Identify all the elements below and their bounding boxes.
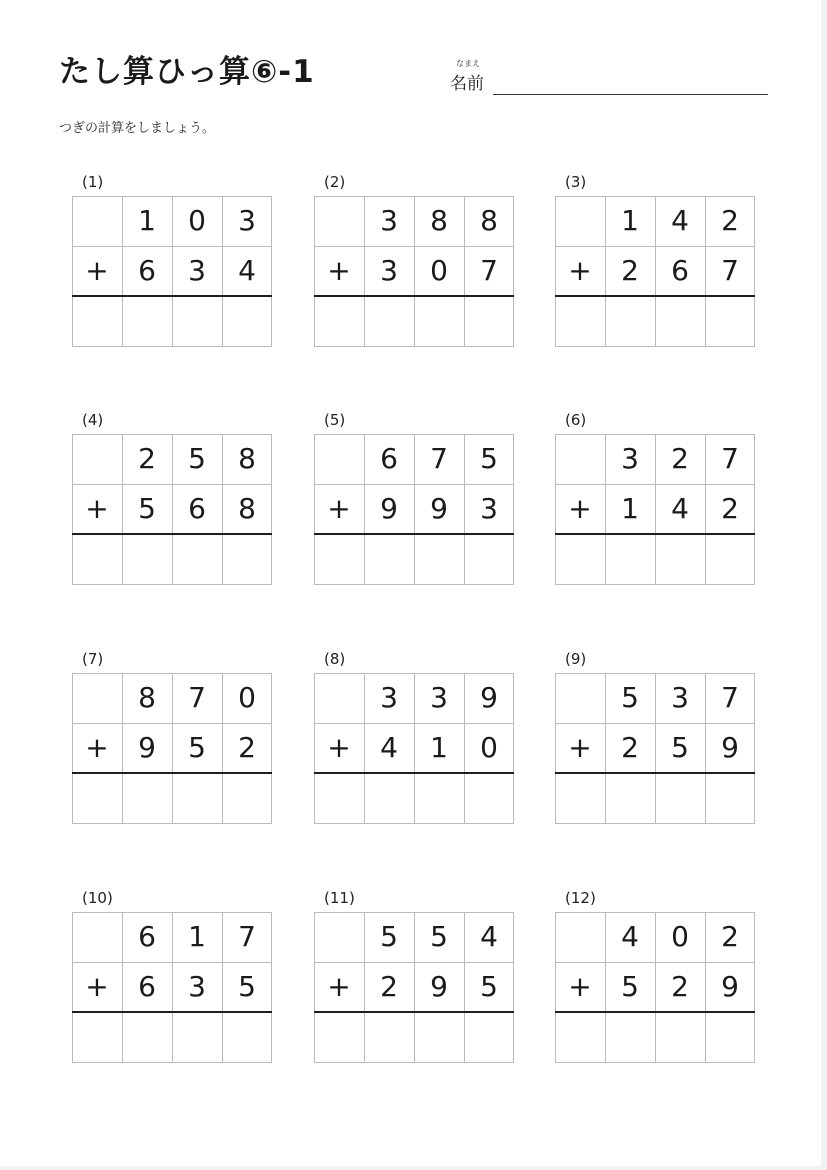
addend-digit: 5 xyxy=(480,970,498,1003)
answer-cell[interactable] xyxy=(655,534,705,584)
answer-cell[interactable] xyxy=(222,534,272,584)
addend-digit: 1 xyxy=(621,204,639,237)
addend-digit: 6 xyxy=(138,970,156,1003)
answer-cell[interactable] xyxy=(364,773,414,823)
addend-digit: 5 xyxy=(238,970,256,1003)
answer-cell[interactable] xyxy=(122,773,172,823)
answer-cell[interactable] xyxy=(605,1012,655,1062)
addend-digit xyxy=(72,434,122,484)
problem-box xyxy=(314,434,514,585)
answer-cell[interactable] xyxy=(172,296,222,346)
addend-digit: 3 xyxy=(188,254,206,287)
addend-digit xyxy=(314,434,364,484)
addend-digit xyxy=(314,196,364,246)
problem-number: (12) xyxy=(565,889,596,907)
problem-box xyxy=(72,912,272,1063)
problem-number: (2) xyxy=(324,173,346,191)
answer-cell[interactable] xyxy=(464,534,514,584)
problem-box xyxy=(314,912,514,1063)
addend-digit: 7 xyxy=(430,442,448,475)
answer-cell[interactable] xyxy=(705,1012,755,1062)
answer-cell[interactable] xyxy=(122,296,172,346)
problem xyxy=(555,411,755,586)
problem xyxy=(314,173,514,348)
addend-digit xyxy=(314,912,364,962)
addend-digit: 6 xyxy=(138,254,156,287)
addend-digit: 8 xyxy=(138,681,156,714)
grid-line xyxy=(314,584,514,585)
name-furigana: なまえ xyxy=(456,59,480,68)
answer-cell[interactable] xyxy=(605,773,655,823)
addend-digit: 5 xyxy=(430,920,448,953)
addend-digit: 7 xyxy=(238,920,256,953)
grid-line xyxy=(314,346,514,347)
problem-box xyxy=(555,434,755,585)
answer-cell[interactable] xyxy=(605,296,655,346)
problem xyxy=(72,889,272,1064)
problem xyxy=(314,650,514,825)
problem xyxy=(555,650,755,825)
answer-cell[interactable] xyxy=(314,296,364,346)
answer-cell[interactable] xyxy=(72,1012,122,1062)
grid-line xyxy=(555,346,755,347)
addend-digit: 1 xyxy=(138,204,156,237)
addend-digit: 8 xyxy=(430,204,448,237)
addend-digit: 6 xyxy=(671,254,689,287)
addend-digit: 5 xyxy=(480,442,498,475)
addend-digit: 4 xyxy=(380,731,398,764)
addend-digit: 3 xyxy=(380,681,398,714)
answer-cell[interactable] xyxy=(605,534,655,584)
problem-box xyxy=(555,912,755,1063)
addend-digit: 2 xyxy=(671,970,689,1003)
answer-cell[interactable] xyxy=(72,296,122,346)
addend-digit: 9 xyxy=(430,492,448,525)
addend-digit: 0 xyxy=(430,254,448,287)
addend-digit xyxy=(314,673,364,723)
problem-box xyxy=(555,196,755,347)
addend-digit: 4 xyxy=(480,920,498,953)
addend-digit: 2 xyxy=(671,442,689,475)
addend-digit: 4 xyxy=(621,920,639,953)
addend-digit: 6 xyxy=(380,442,398,475)
plus-sign: + xyxy=(327,970,351,1003)
problem-number: (10) xyxy=(82,889,113,907)
answer-cell[interactable] xyxy=(172,1012,222,1062)
worksheet-title: たし算ひっ算⑥-1 xyxy=(59,54,315,90)
addend-digit: 1 xyxy=(430,731,448,764)
problem xyxy=(555,889,755,1064)
answer-cell[interactable] xyxy=(705,296,755,346)
plus-sign: + xyxy=(327,731,351,764)
addend-digit: 3 xyxy=(188,970,206,1003)
plus-sign: + xyxy=(568,970,592,1003)
addend-digit: 1 xyxy=(621,492,639,525)
page-bottom-edge xyxy=(0,1166,827,1170)
answer-cell[interactable] xyxy=(555,1012,605,1062)
answer-cell[interactable] xyxy=(414,296,464,346)
addend-digit: 9 xyxy=(430,970,448,1003)
grid-line xyxy=(72,823,272,824)
answer-cell[interactable] xyxy=(655,1012,705,1062)
answer-cell[interactable] xyxy=(555,534,605,584)
plus-sign: + xyxy=(327,492,351,525)
answer-cell[interactable] xyxy=(172,773,222,823)
answer-cell[interactable] xyxy=(314,534,364,584)
problem-box xyxy=(72,673,272,824)
answer-cell[interactable] xyxy=(655,773,705,823)
problem xyxy=(72,173,272,348)
addend-digit xyxy=(555,196,605,246)
answer-cell[interactable] xyxy=(72,534,122,584)
addend-digit: 8 xyxy=(480,204,498,237)
addend-digit: 4 xyxy=(671,204,689,237)
answer-cell[interactable] xyxy=(414,1012,464,1062)
problem xyxy=(314,889,514,1064)
problem xyxy=(555,173,755,348)
problem-box xyxy=(72,434,272,585)
answer-cell[interactable] xyxy=(364,296,414,346)
grid-line xyxy=(555,1062,755,1063)
addend-digit: 9 xyxy=(138,731,156,764)
answer-cell[interactable] xyxy=(655,296,705,346)
answer-cell[interactable] xyxy=(172,534,222,584)
addend-digit: 9 xyxy=(721,731,739,764)
grid-line xyxy=(72,346,272,347)
addend-digit: 7 xyxy=(721,254,739,287)
addend-digit: 6 xyxy=(188,492,206,525)
addend-digit: 2 xyxy=(238,731,256,764)
addend-digit: 4 xyxy=(671,492,689,525)
problem xyxy=(72,650,272,825)
addend-digit: 7 xyxy=(480,254,498,287)
addend-digit: 2 xyxy=(380,970,398,1003)
grid-line xyxy=(72,584,272,585)
addend-digit: 5 xyxy=(138,492,156,525)
addend-digit: 0 xyxy=(480,731,498,764)
grid-line xyxy=(314,823,514,824)
addend-digit: 4 xyxy=(238,254,256,287)
addend-digit xyxy=(555,912,605,962)
problem-box xyxy=(555,673,755,824)
answer-cell[interactable] xyxy=(122,534,172,584)
grid-line xyxy=(555,584,755,585)
addend-digit: 5 xyxy=(380,920,398,953)
plus-sign: + xyxy=(85,492,109,525)
answer-cell[interactable] xyxy=(122,1012,172,1062)
addend-digit: 3 xyxy=(430,681,448,714)
addend-digit: 3 xyxy=(480,492,498,525)
addend-digit: 5 xyxy=(188,731,206,764)
answer-cell[interactable] xyxy=(364,1012,414,1062)
plus-sign: + xyxy=(568,492,592,525)
addend-digit: 2 xyxy=(621,254,639,287)
plus-sign: + xyxy=(568,731,592,764)
answer-cell[interactable] xyxy=(464,296,514,346)
problem-box xyxy=(72,196,272,347)
addend-digit: 9 xyxy=(721,970,739,1003)
addend-digit: 7 xyxy=(721,681,739,714)
answer-cell[interactable] xyxy=(555,773,605,823)
addend-digit: 9 xyxy=(380,492,398,525)
answer-cell[interactable] xyxy=(705,534,755,584)
answer-cell[interactable] xyxy=(364,534,414,584)
answer-cell[interactable] xyxy=(72,773,122,823)
addend-digit: 3 xyxy=(238,204,256,237)
addend-digit xyxy=(555,434,605,484)
plus-sign: + xyxy=(85,254,109,287)
problem-number: (3) xyxy=(565,173,587,191)
answer-cell[interactable] xyxy=(222,773,272,823)
answer-cell[interactable] xyxy=(464,1012,514,1062)
addend-digit: 5 xyxy=(621,681,639,714)
answer-cell[interactable] xyxy=(222,1012,272,1062)
grid-line xyxy=(555,823,755,824)
page-edge xyxy=(821,0,827,1170)
addend-digit: 9 xyxy=(480,681,498,714)
instruction-text: つぎの計算をしましょう。 xyxy=(59,121,216,136)
addend-digit: 2 xyxy=(621,731,639,764)
addend-digit: 2 xyxy=(138,442,156,475)
addend-digit: 8 xyxy=(238,442,256,475)
problem-number: (4) xyxy=(82,411,104,429)
problem-number: (8) xyxy=(324,650,346,668)
addend-digit: 2 xyxy=(721,492,739,525)
plus-sign: + xyxy=(85,970,109,1003)
addend-digit xyxy=(555,673,605,723)
problem-box xyxy=(314,673,514,824)
problem-number: (6) xyxy=(565,411,587,429)
addend-digit: 5 xyxy=(671,731,689,764)
plus-sign: + xyxy=(85,731,109,764)
plus-sign: + xyxy=(568,254,592,287)
answer-cell[interactable] xyxy=(464,773,514,823)
addend-digit xyxy=(72,912,122,962)
grid-line xyxy=(72,1062,272,1063)
addend-digit: 3 xyxy=(671,681,689,714)
name-label: 名前 xyxy=(450,74,484,94)
addend-digit: 0 xyxy=(238,681,256,714)
addend-digit: 2 xyxy=(721,920,739,953)
addend-digit xyxy=(72,196,122,246)
problem-number: (7) xyxy=(82,650,104,668)
answer-cell[interactable] xyxy=(314,1012,364,1062)
addend-digit: 2 xyxy=(721,204,739,237)
addend-digit: 8 xyxy=(238,492,256,525)
plus-sign: + xyxy=(327,254,351,287)
problem-number: (5) xyxy=(324,411,346,429)
addend-digit: 7 xyxy=(721,442,739,475)
problem-number: (9) xyxy=(565,650,587,668)
addend-digit: 3 xyxy=(380,254,398,287)
problem xyxy=(314,411,514,586)
addend-digit: 3 xyxy=(621,442,639,475)
grid-line xyxy=(314,1062,514,1063)
addend-digit: 1 xyxy=(188,920,206,953)
answer-cell[interactable] xyxy=(222,296,272,346)
problem-number: (1) xyxy=(82,173,104,191)
problem-number: (11) xyxy=(324,889,355,907)
answer-cell[interactable] xyxy=(555,296,605,346)
addend-digit: 3 xyxy=(380,204,398,237)
addend-digit: 0 xyxy=(188,204,206,237)
addend-digit: 6 xyxy=(138,920,156,953)
problem-box xyxy=(314,196,514,347)
addend-digit: 7 xyxy=(188,681,206,714)
addend-digit: 5 xyxy=(188,442,206,475)
answer-cell[interactable] xyxy=(414,534,464,584)
addend-digit: 0 xyxy=(671,920,689,953)
answer-cell[interactable] xyxy=(414,773,464,823)
addend-digit xyxy=(72,673,122,723)
name-write-line[interactable] xyxy=(493,94,768,95)
answer-cell[interactable] xyxy=(314,773,364,823)
problem xyxy=(72,411,272,586)
answer-cell[interactable] xyxy=(705,773,755,823)
addend-digit: 5 xyxy=(621,970,639,1003)
